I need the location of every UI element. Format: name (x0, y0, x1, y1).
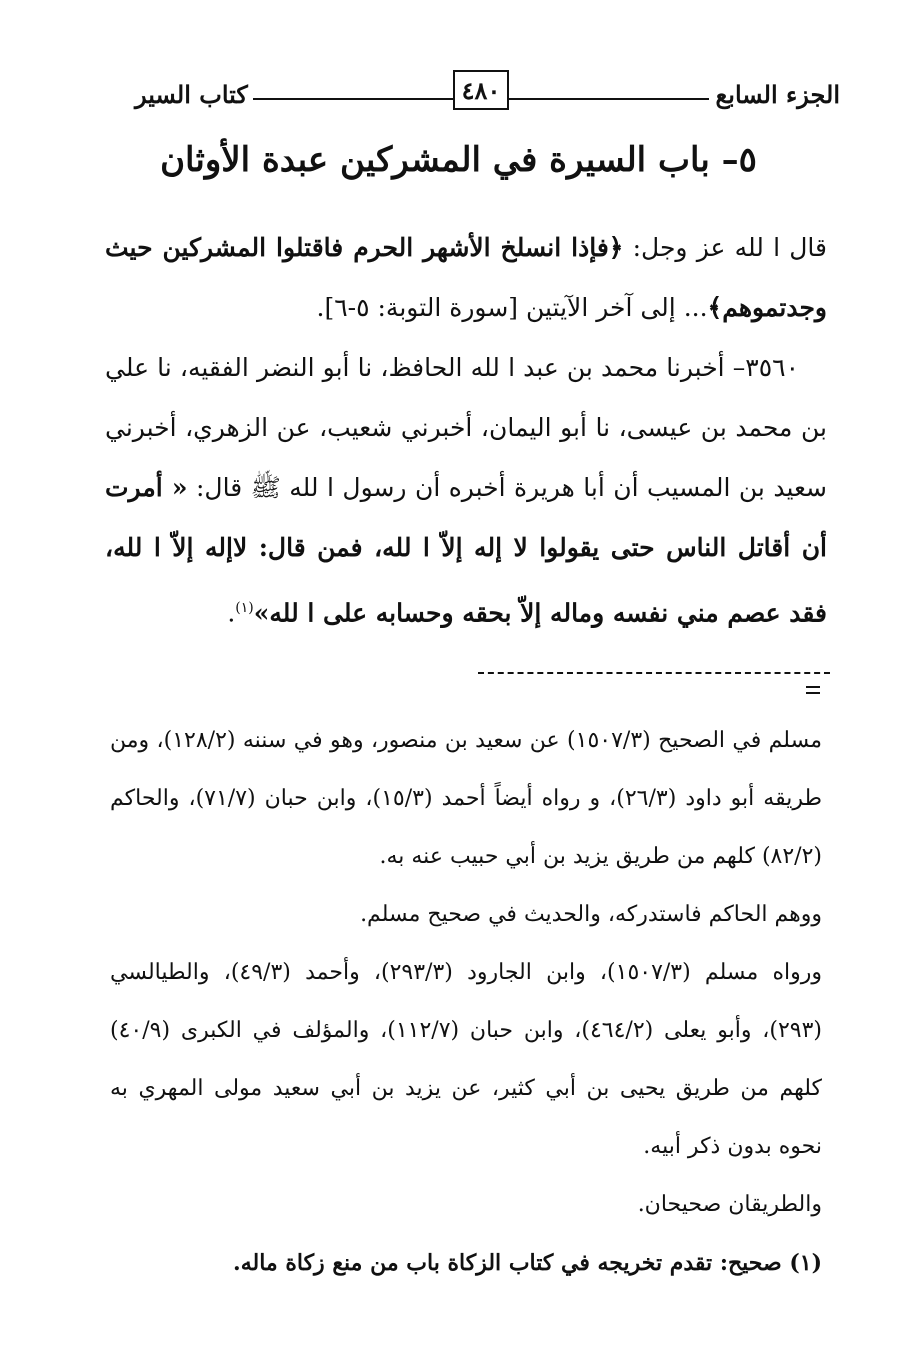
intro-lead: قال ا لله عز وجل: (623, 233, 827, 262)
header-rule-left (253, 98, 453, 100)
volume-title: الجزء السابع (715, 80, 840, 109)
hadith-end: . (227, 598, 236, 628)
running-header (135, 70, 840, 114)
page-number: ٤٨٠ (453, 70, 509, 110)
footnote-1: (١) صحيح: تقدم تخريجه في كتاب الزكاة باب من منع زكاة ماله. (233, 1250, 822, 1276)
continuation-mark (806, 686, 820, 698)
footnote-line: والطريقان صحيحان. (637, 1192, 822, 1217)
intro-tail: ... إلى آخر الآيتين [سورة التوبة: ٥-٦]. (316, 293, 708, 322)
footnote-line: ورواه مسلم (١٥٠٧/٣)، وابن الجارود (٢٩٣/٣)، وأحمد (٤٩/٣)، والطيالسي (٢٩٣)، وأبو يعلى (٤٦٤/٢)، وابن حبان (١١٢/٧)، والمؤلف في الكبرى (٤٠/٩) كلهم من طريق يحيى بن أبي كثير، عن يزيد بن أبي سعيد مولى المهري به نحوه بدون ذكر أبيه. (110, 960, 823, 1159)
hadith-paragraph (105, 338, 827, 643)
book-section-title: كتاب السير (135, 80, 248, 109)
footnote-separator (478, 672, 830, 674)
footnote-line: ووهم الحاكم فاستدركه، والحديث في صحيح مسلم. (360, 902, 822, 927)
footnotes (110, 712, 822, 1292)
intro-paragraph (105, 218, 827, 338)
header-rule-right (509, 98, 709, 100)
main-text (105, 218, 827, 643)
footnote-line: مسلم في الصحيح (١٥٠٧/٣) عن سعيد بن منصور، وهو في سننه (١٢٨/٢)، ومن طريقه أبو داود (٢٦/٣)، و رواه أيضاً أحمد (١٥/٣)، وابن حبان (٧١/٧)، والحاكم (٨٢/٢) كلهم من طريق يزيد بن أبي حبيب عنه به. (110, 728, 822, 869)
chapter-title: ٥– باب السيرة في المشركين عبدة الأوثان (160, 140, 757, 180)
hadith-chain: ٣٥٦٠– أخبرنا محمد بن عبد ا لله الحافظ، نا أبو النضر الفقيه، نا علي بن محمد بن عيسى، نا أبو اليمان، أخبرني شعيب، عن الزهري، أخبرني سعيد بن المسيب أن أبا هريرة أخبره أن رسول ا لله ﷺ قال: (105, 353, 828, 502)
quran-verse: ﴿فإذا انسلخ الأشهر الحرم فاقتلوا المشركين حيث وجدتموهم﴾ (105, 233, 827, 322)
hadith-text: « أمرت أن أقاتل الناس حتى يقولوا لا إله إلاّ ا لله، فمن قال: لاإله إلاّ ا لله، فقد عصم مني نفسه وماله إلاّ بحقه وحسابه على ا لله» (105, 473, 827, 628)
footnote-reference: (١) (235, 600, 254, 616)
